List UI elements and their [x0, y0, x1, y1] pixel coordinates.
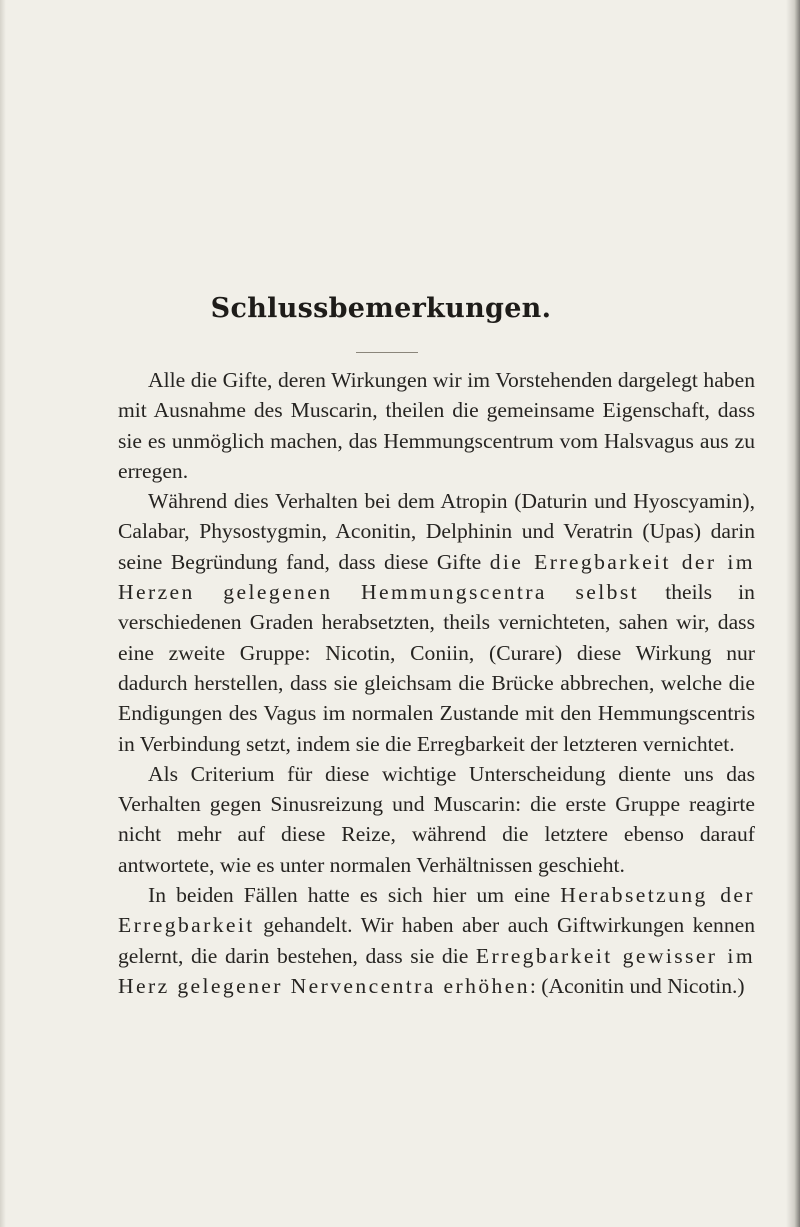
page-edge-left: [0, 0, 6, 1227]
paragraph-3: [118, 759, 755, 880]
paragraph-2: [118, 486, 755, 759]
emphasized-phrase: die Erregbarkeit der im Herzen gelegenen Hemmungscentra selbst: [118, 549, 755, 605]
heading-rule: [356, 352, 418, 353]
emphasized-phrase: Erregbarkeit gewisser im Herz gelegener Nervencentra erhöhen: [118, 943, 756, 998]
page-edge-right: [786, 0, 800, 1227]
paragraph-text: Als Criterium für diese wichtige Unterscheidung diente uns das Verhalten gegen Sinusreizung und Muscarin: die erste Gruppe reagirte nicht mehr auf diese Reize, während die letztere ebenso darauf antwortete, wie es unter normalen Verhältnissen geschieht.: [118, 761, 755, 877]
body-text: [118, 365, 755, 1001]
paragraph-text: In beiden Fällen hatte es sich hier um eine: [148, 883, 561, 908]
paragraph-text: gehandelt. Wir haben aber auch Giftwirkungen kennen gelernt, die darin bestehen, dass sie die: [118, 913, 755, 968]
paragraph-text: Alle die Gifte, deren Wirkungen wir im Vorstehenden dargelegt haben mit Ausnahme des Muscarin, theilen die gemeinsame Eigenschaft, dass sie es unmöglich machen, das Hemmungscentrum vom Halsvagus aus zu erregen.: [118, 368, 755, 483]
paragraph-1: [118, 365, 755, 486]
paragraph-text: : (Aconitin und Nicotin.): [529, 973, 745, 998]
paragraph-4: [118, 880, 755, 1001]
emphasized-phrase: Herabsetzung der Erregbarkeit: [118, 883, 755, 938]
paragraph-text: theils in verschiedenen Graden herabsetzten, theils vernichteten, sahen wir, dass eine zweite Gruppe: Nicotin, Coniin, (Curare) diese Wirkung nur dadurch herstellen, dass sie gleichsam die Brücke abbrechen, welche die Endigungen des Vagus im normalen Zustande mit den Hemmungscentris in Verbindung setzt, indem sie die Erregbarkeit der letzteren vernichtet.: [118, 580, 755, 756]
paragraph-text: Während dies Verhalten bei dem Atropin (Daturin und Hyoscyamin), Calabar, Physostygmin, Aconitin, Delphinin und Veratrin (Upas) darin seine Begründung fand, dass diese Gifte: [118, 489, 755, 574]
section-heading: Schlussbemerkungen.: [210, 293, 552, 324]
